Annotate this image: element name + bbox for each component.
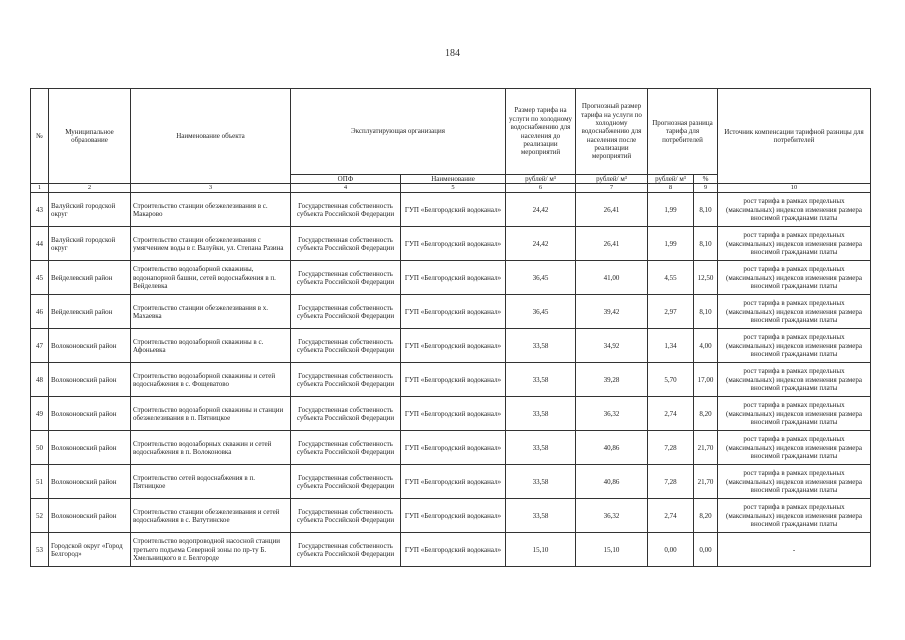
- difference-percent-cell: 17,00: [694, 363, 718, 397]
- header-source: Источник компенсации тарифной разницы для потребителей: [718, 89, 871, 184]
- row-number: 50: [31, 431, 49, 465]
- difference-percent-cell: 8,20: [694, 499, 718, 533]
- tariff-current-cell: 15,10: [506, 533, 576, 567]
- difference-rub-cell: 4,55: [648, 261, 694, 295]
- difference-rub-cell: 5,70: [648, 363, 694, 397]
- table-row: [31, 533, 871, 567]
- source-cell: рост тарифа в рамках предельных (максимальных) индексов изменения размера вносимой гражданами платы: [718, 431, 871, 465]
- difference-rub-cell: 7,28: [648, 431, 694, 465]
- difference-rub-cell: 0,00: [648, 533, 694, 567]
- operator-name-cell: ГУП «Белгородский водоканал»: [401, 227, 506, 261]
- opf-cell: Государственная собственность субъекта Российской Федерации: [291, 363, 401, 397]
- tariff-table: [30, 88, 871, 567]
- municipality-cell: Волоконовский район: [49, 431, 131, 465]
- municipality-cell: Волоконовский район: [49, 363, 131, 397]
- municipality-cell: Валуйский городской округ: [49, 193, 131, 227]
- tariff-forecast-cell: 40,86: [576, 465, 648, 499]
- object-cell: Строительство водозаборной скважины и станции обезжелезивания в п. Пятницкое: [131, 397, 291, 431]
- table-row: [31, 465, 871, 499]
- tariff-current-cell: 33,58: [506, 397, 576, 431]
- header-operator: Эксплуатирующая организация: [291, 89, 506, 175]
- column-number: 7: [576, 184, 648, 193]
- municipality-cell: Городской округ «Город Белгород»: [49, 533, 131, 567]
- source-cell: рост тарифа в рамках предельных (максимальных) индексов изменения размера вносимой гражданами платы: [718, 465, 871, 499]
- table-row: [31, 227, 871, 261]
- municipality-cell: Валуйский городской округ: [49, 227, 131, 261]
- table-row: [31, 363, 871, 397]
- difference-rub-cell: 1,99: [648, 227, 694, 261]
- row-number: 52: [31, 499, 49, 533]
- difference-percent-cell: 12,50: [694, 261, 718, 295]
- tariff-forecast-cell: 40,86: [576, 431, 648, 465]
- row-number: 51: [31, 465, 49, 499]
- table-row: [31, 431, 871, 465]
- opf-cell: Государственная собственность субъекта Российской Федерации: [291, 499, 401, 533]
- operator-name-cell: ГУП «Белгородский водоканал»: [401, 465, 506, 499]
- tariff-forecast-cell: 41,00: [576, 261, 648, 295]
- opf-cell: Государственная собственность субъекта Российской Федерации: [291, 431, 401, 465]
- municipality-cell: Вейделевский район: [49, 295, 131, 329]
- difference-percent-cell: 21,70: [694, 465, 718, 499]
- tariff-current-cell: 36,45: [506, 295, 576, 329]
- source-cell: рост тарифа в рамках предельных (максимальных) индексов изменения размера вносимой гражданами платы: [718, 295, 871, 329]
- operator-name-cell: ГУП «Белгородский водоканал»: [401, 329, 506, 363]
- operator-name-cell: ГУП «Белгородский водоканал»: [401, 533, 506, 567]
- tariff-forecast-cell: 39,42: [576, 295, 648, 329]
- tariff-forecast-cell: 36,32: [576, 397, 648, 431]
- difference-percent-cell: 8,10: [694, 227, 718, 261]
- source-cell: рост тарифа в рамках предельных (максимальных) индексов изменения размера вносимой гражданами платы: [718, 363, 871, 397]
- difference-rub-cell: 7,28: [648, 465, 694, 499]
- column-number: 2: [49, 184, 131, 193]
- object-cell: Строительство водозаборной скважины и сетей водоснабжения в с. Фощеватово: [131, 363, 291, 397]
- object-cell: Строительство станции обезжелезивания с умягчением воды в г. Валуйки, ул. Степана Разина: [131, 227, 291, 261]
- header-name: Наименование: [401, 175, 506, 184]
- object-cell: Строительство водозаборной скважины в с. Афоньевка: [131, 329, 291, 363]
- opf-cell: Государственная собственность субъекта Российской Федерации: [291, 397, 401, 431]
- table-row: [31, 261, 871, 295]
- tariff-current-cell: 33,58: [506, 431, 576, 465]
- opf-cell: Государственная собственность субъекта Российской Федерации: [291, 533, 401, 567]
- municipality-cell: Вейделевский район: [49, 261, 131, 295]
- column-number: 9: [694, 184, 718, 193]
- difference-percent-cell: 8,10: [694, 295, 718, 329]
- source-cell: рост тарифа в рамках предельных (максимальных) индексов изменения размера вносимой гражданами платы: [718, 397, 871, 431]
- source-cell: рост тарифа в рамках предельных (максимальных) индексов изменения размера вносимой гражданами платы: [718, 499, 871, 533]
- opf-cell: Государственная собственность субъекта Российской Федерации: [291, 193, 401, 227]
- tariff-forecast-cell: 26,41: [576, 227, 648, 261]
- row-number: 53: [31, 533, 49, 567]
- column-number: 6: [506, 184, 576, 193]
- difference-rub-cell: 2,97: [648, 295, 694, 329]
- difference-rub-cell: 1,99: [648, 193, 694, 227]
- difference-percent-cell: 8,10: [694, 193, 718, 227]
- tariff-current-cell: 33,58: [506, 499, 576, 533]
- difference-rub-cell: 2,74: [648, 499, 694, 533]
- opf-cell: Государственная собственность субъекта Российской Федерации: [291, 465, 401, 499]
- header-no: №: [31, 89, 49, 184]
- table-row: [31, 193, 871, 227]
- tariff-current-cell: 33,58: [506, 329, 576, 363]
- header-unit-9: %: [694, 175, 718, 184]
- operator-name-cell: ГУП «Белгородский водоканал»: [401, 193, 506, 227]
- table-row: [31, 329, 871, 363]
- opf-cell: Государственная собственность субъекта Российской Федерации: [291, 261, 401, 295]
- header-tariff-current: Размер тарифа на услуги по холодному водоснабжению для населения до реализации мероприятий: [506, 89, 576, 175]
- difference-rub-cell: 2,74: [648, 397, 694, 431]
- operator-name-cell: ГУП «Белгородский водоканал»: [401, 295, 506, 329]
- municipality-cell: Волоконовский район: [49, 329, 131, 363]
- column-number: 4: [291, 184, 401, 193]
- object-cell: Строительство водозаборной скважины, водонапорной башни, сетей водоснабжения в п. Вейделевка: [131, 261, 291, 295]
- row-number: 43: [31, 193, 49, 227]
- difference-percent-cell: 8,20: [694, 397, 718, 431]
- tariff-current-cell: 36,45: [506, 261, 576, 295]
- tariff-current-cell: 24,42: [506, 227, 576, 261]
- row-number: 48: [31, 363, 49, 397]
- tariff-forecast-cell: 39,28: [576, 363, 648, 397]
- header-tariff-forecast: Прогнозный размер тарифа на услуги по холодному водоснабжению для населения после реализации мероприятий: [576, 89, 648, 175]
- object-cell: Строительство станции обезжелезивания в с. Макарово: [131, 193, 291, 227]
- tariff-forecast-cell: 36,32: [576, 499, 648, 533]
- municipality-cell: Волоконовский район: [49, 499, 131, 533]
- column-number: 5: [401, 184, 506, 193]
- column-number: 3: [131, 184, 291, 193]
- header-unit-6: рублей/ м³: [506, 175, 576, 184]
- tariff-forecast-cell: 26,41: [576, 193, 648, 227]
- operator-name-cell: ГУП «Белгородский водоканал»: [401, 363, 506, 397]
- difference-percent-cell: 0,00: [694, 533, 718, 567]
- header-difference: Прогнозная разница тарифа для потребителей: [648, 89, 718, 175]
- table-row: [31, 295, 871, 329]
- object-cell: Строительство водопроводной насосной станции третьего подъема Северной зоны по пр-ту Б. Хмельницкого в г. Белгороде: [131, 533, 291, 567]
- source-cell: рост тарифа в рамках предельных (максимальных) индексов изменения размера вносимой гражданами платы: [718, 261, 871, 295]
- municipality-cell: Волоконовский район: [49, 397, 131, 431]
- row-number: 49: [31, 397, 49, 431]
- operator-name-cell: ГУП «Белгородский водоканал»: [401, 499, 506, 533]
- column-number: 8: [648, 184, 694, 193]
- header-opf: ОПФ: [291, 175, 401, 184]
- header-municipality: Муниципальное образование: [49, 89, 131, 184]
- column-number: 10: [718, 184, 871, 193]
- tariff-current-cell: 24,42: [506, 193, 576, 227]
- source-cell: -: [718, 533, 871, 567]
- operator-name-cell: ГУП «Белгородский водоканал»: [401, 431, 506, 465]
- object-cell: Строительство водозаборных скважин и сетей водоснабжения в п. Волоконовка: [131, 431, 291, 465]
- opf-cell: Государственная собственность субъекта Российской Федерации: [291, 295, 401, 329]
- page-number: 184: [445, 48, 460, 59]
- municipality-cell: Волоконовский район: [49, 465, 131, 499]
- row-number: 47: [31, 329, 49, 363]
- object-cell: Строительство станции обезжелезивания и сетей водоснабжения в с. Ватутинское: [131, 499, 291, 533]
- header-unit-7: рублей/ м³: [576, 175, 648, 184]
- operator-name-cell: ГУП «Белгородский водоканал»: [401, 397, 506, 431]
- source-cell: рост тарифа в рамках предельных (максимальных) индексов изменения размера вносимой гражданами платы: [718, 329, 871, 363]
- row-number: 44: [31, 227, 49, 261]
- tariff-current-cell: 33,58: [506, 465, 576, 499]
- row-number: 46: [31, 295, 49, 329]
- table-row: [31, 397, 871, 431]
- source-cell: рост тарифа в рамках предельных (максимальных) индексов изменения размера вносимой гражданами платы: [718, 227, 871, 261]
- operator-name-cell: ГУП «Белгородский водоканал»: [401, 261, 506, 295]
- difference-percent-cell: 4,00: [694, 329, 718, 363]
- header-unit-8: рублей/ м³: [648, 175, 694, 184]
- opf-cell: Государственная собственность субъекта Российской Федерации: [291, 227, 401, 261]
- row-number: 45: [31, 261, 49, 295]
- opf-cell: Государственная собственность субъекта Российской Федерации: [291, 329, 401, 363]
- header-object: Наименование объекта: [131, 89, 291, 184]
- source-cell: рост тарифа в рамках предельных (максимальных) индексов изменения размера вносимой гражданами платы: [718, 193, 871, 227]
- tariff-forecast-cell: 34,92: [576, 329, 648, 363]
- table-row: [31, 499, 871, 533]
- difference-rub-cell: 1,34: [648, 329, 694, 363]
- tariff-forecast-cell: 15,10: [576, 533, 648, 567]
- object-cell: Строительство сетей водоснабжения в п. Пятницкое: [131, 465, 291, 499]
- tariff-current-cell: 33,58: [506, 363, 576, 397]
- difference-percent-cell: 21,70: [694, 431, 718, 465]
- object-cell: Строительство станции обезжелезивания в х. Махаевка: [131, 295, 291, 329]
- column-number: 1: [31, 184, 49, 193]
